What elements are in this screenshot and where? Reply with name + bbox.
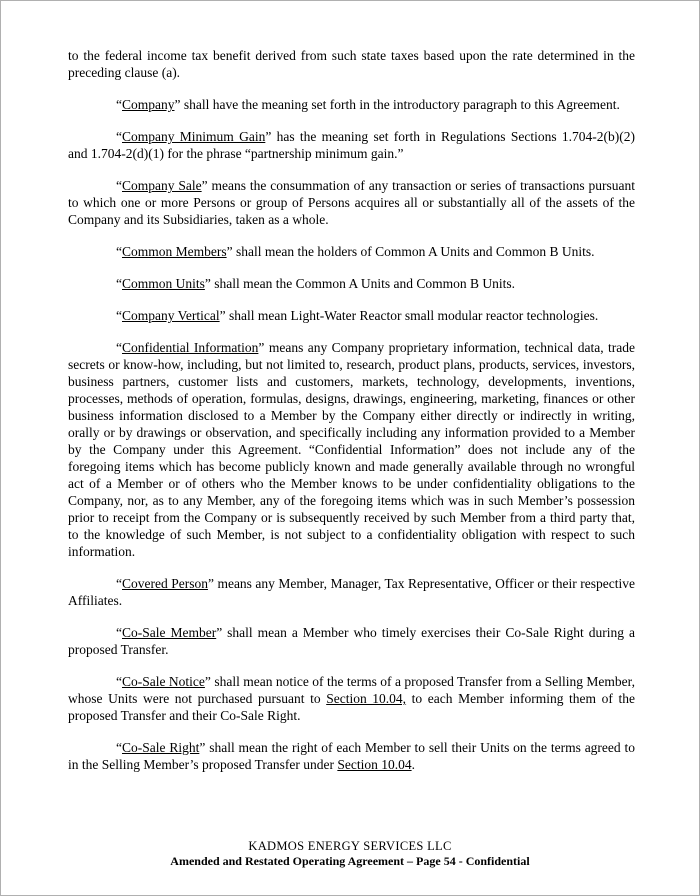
page-footer xyxy=(1,839,699,869)
paragraph xyxy=(68,307,635,324)
text-segment: “ xyxy=(116,674,122,689)
defined-term: Confidential Information xyxy=(122,340,259,355)
text-segment: “ xyxy=(116,244,122,259)
text-segment: “ xyxy=(116,740,122,755)
text-segment: “ xyxy=(116,308,122,323)
footer-company-name: KADMOS ENERGY SERVICES LLC xyxy=(248,839,452,853)
text-segment: ” has the meaning set forth in Regulations Sections 1.704-2(b)(2) and 1.704-2(d)(1) for the phrase “partnership minimum gain.” xyxy=(68,129,635,161)
defined-term: Company Sale xyxy=(122,178,202,193)
paragraph xyxy=(68,624,635,658)
text-segment: ” means the consummation of any transaction or series of transactions pursuant to which one or more Persons or group of Persons acquires all or substantially all of the assets of the Company and its Subsidiaries, taken as a whole. xyxy=(68,178,635,227)
defined-term: Common Units xyxy=(122,276,205,291)
defined-term: Section 10.04 xyxy=(337,757,412,772)
defined-term: Covered Person xyxy=(122,576,208,591)
text-segment: ” means any Company proprietary information, technical data, trade secrets or know-how, including, but not limited to, research, product plans, products, services, investors, business partners, customer lists and customers, markets, technology, developments, inventions, processes, methods of operation, formulas, designs, drawings, engineering, marketing, finances or other business information disclosed to a Member by the Company either directly or indirectly in writing, orally or by drawings or observation, and specifically including any information provided to a Member by the Company under this Agreement. “Confidential Information” does not include any of the foregoing items which has become publicly known and made generally available through no wrongful act of a Member or of others who the Member knows to be under confidentiality obligations to the Company, nor, as to any Member, any of the foregoing items which was in such Member’s possession prior to receipt from the Company or is subsequently received by such Member from a third party that, to the knowledge of such Member, is not subject to a confidentiality obligation with respect to such information. xyxy=(68,340,635,559)
paragraph xyxy=(68,575,635,609)
text-segment: . xyxy=(411,757,415,772)
text-segment: ” shall have the meaning set forth in the introductory paragraph to this Agreement. xyxy=(174,97,620,112)
text-segment: ” shall mean a Member who timely exercises their Co-Sale Right during a proposed Transfer. xyxy=(68,625,635,657)
defined-term: Section 10.04, xyxy=(326,691,407,706)
text-segment: “ xyxy=(116,97,122,112)
text-segment: to each Member informing them of the proposed Transfer and their Co-Sale Right. xyxy=(68,691,635,723)
defined-term: Co-Sale Member xyxy=(122,625,217,640)
defined-term: Company xyxy=(122,97,175,112)
paragraph xyxy=(68,275,635,292)
text-segment: “ xyxy=(116,276,122,291)
paragraph xyxy=(68,96,635,113)
text-segment: “ xyxy=(116,129,122,144)
text-segment: ” shall mean the right of each Member to sell their Units on the terms agreed to in the Selling Member’s proposed Transfer under xyxy=(68,740,636,772)
paragraph xyxy=(68,128,635,162)
paragraph xyxy=(68,177,635,228)
paragraph xyxy=(68,339,635,560)
defined-term: Company Vertical xyxy=(122,308,220,323)
text-segment: “ xyxy=(116,340,122,355)
paragraph xyxy=(68,47,635,81)
paragraph xyxy=(68,739,635,773)
paragraph xyxy=(68,673,635,724)
text-segment: to the federal income tax benefit derived from such state taxes based upon the rate determined in the preceding clause (a). xyxy=(68,48,635,80)
text-segment: “ xyxy=(116,178,122,193)
footer-document-title: Amended and Restated Operating Agreement – Page 54 - Confidential xyxy=(170,854,530,868)
text-segment: ” shall mean the holders of Common A Units and Common B Units. xyxy=(226,244,595,259)
paragraph xyxy=(68,243,635,260)
text-segment: ” shall mean Light-Water Reactor small modular reactor technologies. xyxy=(219,308,599,323)
defined-term: Company Minimum Gain xyxy=(122,129,266,144)
defined-term: Co-Sale Notice xyxy=(122,674,205,689)
defined-term: Common Members xyxy=(122,244,227,259)
text-segment: ” shall mean the Common A Units and Common B Units. xyxy=(204,276,516,291)
text-segment: ” means any Member, Manager, Tax Representative, Officer or their respective Affiliates. xyxy=(68,576,635,608)
text-segment: ” shall mean notice of the terms of a proposed Transfer from a Selling Member, whose Units were not purchased pursuant to xyxy=(68,674,635,706)
defined-term: Co-Sale Right xyxy=(122,740,200,755)
text-segment: “ xyxy=(116,625,122,640)
text-segment: “ xyxy=(116,576,122,591)
document-body xyxy=(68,47,635,788)
